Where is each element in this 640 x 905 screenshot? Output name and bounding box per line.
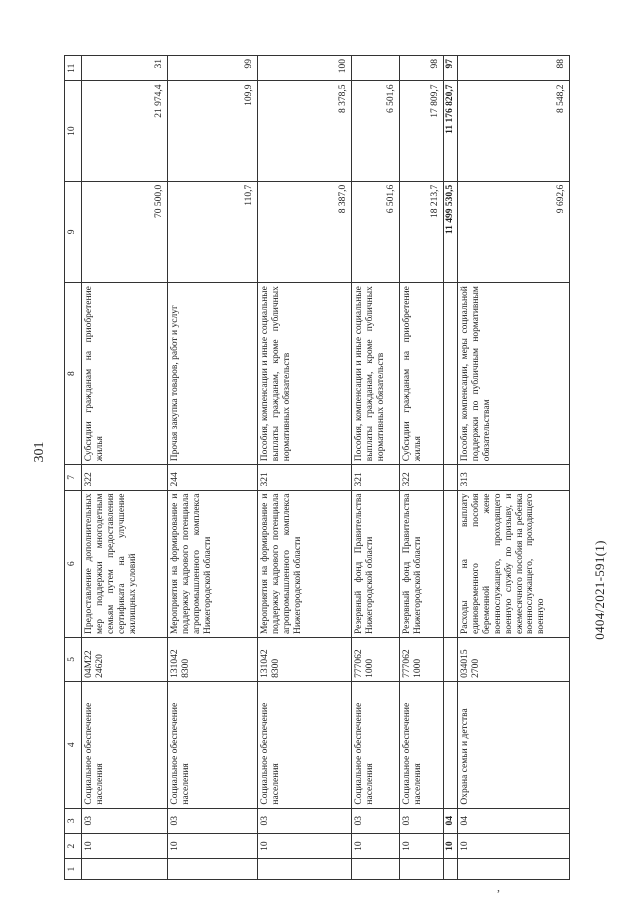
cell-planned: 70 500,0 [82, 181, 168, 282]
cell-name: Социальное обеспечение населения [168, 681, 258, 808]
cell-target-name: Резервный фонд Правительства Нижегородской области [352, 490, 400, 638]
col-header-9: 9 [65, 181, 82, 282]
cell-expense-name [444, 283, 458, 465]
cell-section: 10 [400, 833, 444, 858]
cell-planned: 18 213,7 [400, 181, 444, 282]
cell-expense-name: Пособия, компенсации, меры социальной поддержки по публичным нормативным обязательствам [457, 283, 569, 465]
document-code: 0404/2021-591(1) [592, 540, 607, 640]
cell-name: Охрана семьи и детства [457, 681, 569, 808]
cell-executed: 8 378,5 [258, 81, 352, 181]
page-number: 301 [32, 441, 47, 463]
cell-percent: 31 [82, 56, 168, 81]
cell-executed: 109,9 [168, 81, 258, 181]
col-header-1: 1 [65, 859, 82, 880]
col-header-2: 2 [65, 833, 82, 858]
cell-name [444, 681, 458, 808]
cell-expense-name: Пособия, компенсации и иные социальные выплаты гражданам, кроме публичных нормативных обязательств [258, 283, 352, 465]
cell-target-name [444, 490, 458, 638]
cell-expense-name: Пособия, компенсации и иные социальные выплаты гражданам, кроме публичных нормативных обязательств [352, 283, 400, 465]
cell-expense-type: 244 [168, 465, 258, 490]
col-header-3: 3 [65, 808, 82, 833]
cell-num [400, 859, 444, 880]
cell-subsection: 03 [168, 808, 258, 833]
header-row [65, 56, 82, 880]
cell-target-name: Мероприятия на формирование и поддержку кадрового потенциала агропромышленного комплекса Нижегородской области [168, 490, 258, 638]
cell-target-code: 777062 1000 [400, 638, 444, 682]
cell-subsection: 03 [400, 808, 444, 833]
cell-subsection: 03 [82, 808, 168, 833]
cell-percent: 97 [444, 56, 458, 81]
cell-section: 10 [82, 833, 168, 858]
cell-name: Социальное обеспечение населения [400, 681, 444, 808]
cell-subsection: 03 [258, 808, 352, 833]
cell-target-code: 04М22 24620 [82, 638, 168, 682]
cell-planned: 6 501,6 [352, 181, 400, 282]
cell-executed: 8 548,2 [457, 81, 569, 181]
cell-section: 10 [457, 833, 569, 858]
cell-expense-type: 322 [400, 465, 444, 490]
table-row [168, 56, 258, 880]
cell-expense-name: Прочая закупка товаров, работ и услуг [168, 283, 258, 465]
cell-section: 10 [258, 833, 352, 858]
cell-target-code: 131042 8300 [168, 638, 258, 682]
cell-num [352, 859, 400, 880]
table-row [400, 56, 444, 880]
rotated-table-container [64, 55, 632, 880]
cell-executed: 6 501,6 [352, 81, 400, 181]
table-row [457, 56, 569, 880]
cell-target-code: 777062 1000 [352, 638, 400, 682]
cell-num [258, 859, 352, 880]
col-header-11: 11 [65, 56, 82, 81]
cell-planned: 8 387,0 [258, 181, 352, 282]
cell-subsection: 04 [444, 808, 458, 833]
cell-num [444, 859, 458, 880]
cell-percent: 98 [400, 56, 444, 81]
table-row [352, 56, 400, 880]
cell-expense-type: 321 [352, 465, 400, 490]
cell-target-name: Резервный фонд Правительства Нижегородской области [400, 490, 444, 638]
cell-target-code [444, 638, 458, 682]
cell-num [82, 859, 168, 880]
cell-section: 10 [352, 833, 400, 858]
cell-expense-type [444, 465, 458, 490]
cell-executed: 21 974,4 [82, 81, 168, 181]
cell-num [168, 859, 258, 880]
subtotal-row [444, 56, 458, 880]
budget-table [64, 55, 570, 880]
cell-expense-type: 321 [258, 465, 352, 490]
cell-planned: 11 499 530,5 [444, 181, 458, 282]
cell-percent: 100 [258, 56, 352, 81]
cell-section: 10 [444, 833, 458, 858]
col-header-10: 10 [65, 81, 82, 181]
cell-target-name: Мероприятия на формирование и поддержку кадрового потенциала агропромышленного комплекса Нижегородской области [258, 490, 352, 638]
cell-name: Социальное обеспечение населения [258, 681, 352, 808]
cell-expense-type: 313 [457, 465, 569, 490]
col-header-5: 5 [65, 638, 82, 682]
cell-expense-name: Субсидии гражданам на приобретение жилья [400, 283, 444, 465]
table-row [82, 56, 168, 880]
col-header-8: 8 [65, 283, 82, 465]
cell-target-code: 034015 2700 [457, 638, 569, 682]
cell-expense-type: 322 [82, 465, 168, 490]
table-row [258, 56, 352, 880]
cell-target-name: Предоставление дополнительных мер поддержки многодетным семьям путем предоставления сертификата на улучшение жилищных условий [82, 490, 168, 638]
cell-name: Социальное обеспечение населения [82, 681, 168, 808]
cell-num [457, 859, 569, 880]
cell-name: Социальное обеспечение населения [352, 681, 400, 808]
cell-section: 10 [168, 833, 258, 858]
cell-percent [352, 56, 400, 81]
cell-planned: 110,7 [168, 181, 258, 282]
col-header-6: 6 [65, 490, 82, 638]
cell-percent: 88 [457, 56, 569, 81]
cell-target-code: 131042 8300 [258, 638, 352, 682]
col-header-7: 7 [65, 465, 82, 490]
cell-subsection: 04 [457, 808, 569, 833]
cell-expense-name: Субсидии гражданам на приобретение жилья [82, 283, 168, 465]
cell-executed: 11 176 820,7 [444, 81, 458, 181]
cell-target-name: Расходы на выплату единовременного пособия беременной жене военнослужащего, проходящего военную службу по призыву, и ежемесячного пособия на ребенка военнослужащего, проходящего военную [457, 490, 569, 638]
cell-subsection: 03 [352, 808, 400, 833]
col-header-4: 4 [65, 681, 82, 808]
pen-mark: , [497, 880, 500, 894]
cell-executed: 17 809,7 [400, 81, 444, 181]
cell-planned: 9 692,6 [457, 181, 569, 282]
cell-percent: 99 [168, 56, 258, 81]
